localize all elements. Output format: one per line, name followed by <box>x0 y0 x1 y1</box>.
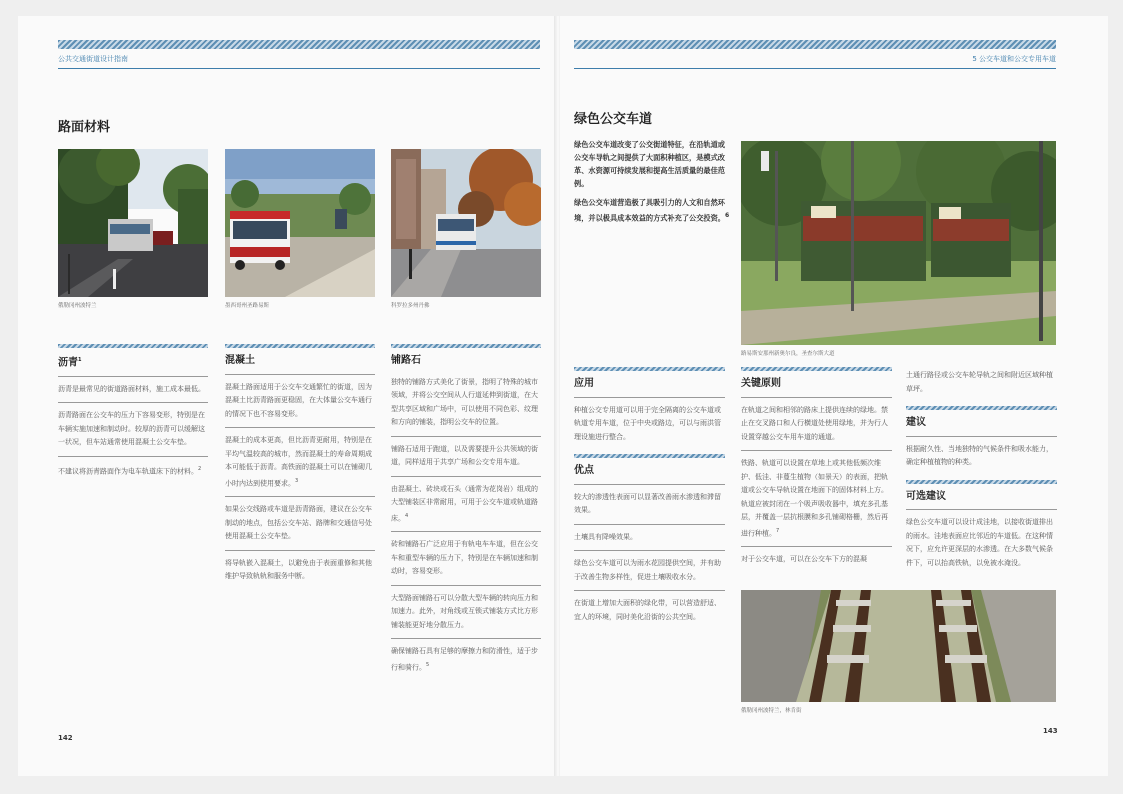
section-heading-concrete: 混凝土 <box>225 355 255 366</box>
photo-caption-bottom: 俄勒冈州波特兰，林肯街 <box>741 708 802 714</box>
intro-paragraph: 绿色公交车道营造极了具吸引力的人文和自然环境，并以极具成本效益的方式补充了公交投资。$^6$ <box>574 198 730 223</box>
running-head-left: 公共交通街道设计指南 <box>58 55 128 63</box>
photo-grass-track <box>741 590 1056 702</box>
section-hatch <box>906 480 1057 484</box>
header-hatch-bar <box>574 40 1056 49</box>
photo-denver-mall <box>391 149 541 297</box>
page-number-right: 143 <box>1043 727 1058 735</box>
section-hatch <box>391 344 541 348</box>
running-head-right: 5 公交车道和公交专用车道 <box>972 55 1056 63</box>
header-rule <box>574 68 1056 69</box>
paragraph: 确保铺路石具有足够的摩擦力和防滑性，适于步行和骑行。$^5$ <box>391 647 538 672</box>
photo-caption-2: 墨西哥州圣路易斯 <box>225 303 270 309</box>
section-hatch <box>574 367 725 371</box>
photo-caption-top: 路易斯安那州新奥尔良，圣查尔斯大道 <box>741 351 835 357</box>
paragraph: 铁路、轨道可以设置在草地上或其他低频次维护、低洼、非蔓生植物（如景天）的表面，把轨道或公交车导轨设置在地面下的固体材料上方。轨道应被封闭在一个吸声吸收器中，填充多孔基层，并覆盖一层抗根膜和多孔铺砌格栅，然后再进行种植。$^7$ <box>741 459 888 537</box>
section-application-benefits <box>574 367 725 626</box>
section-pavers <box>391 344 541 677</box>
paragraph: 在街道上增加大面积的绿化带，可以营造舒适、宜人的环境，同时美化沿街的公共空间。 <box>574 599 721 621</box>
photo-portland-street <box>58 149 208 297</box>
intro-text <box>574 138 732 230</box>
header-hatch-bar <box>58 40 540 49</box>
right-running-header <box>574 40 1056 69</box>
header-rule <box>58 68 540 69</box>
paragraph: 根据耐久性、当地独特的气候条件和吸水能力，确定种植植物的种类。 <box>906 444 1053 466</box>
photo-caption-1: 俄勒冈州波特兰 <box>58 303 97 309</box>
photo-san-luis-bus <box>225 149 375 297</box>
paragraph: 大型路面铺路石可以分散大型车辆的转向压力和加速力。此外，对角线或互锁式铺装方式比方形铺装能更好地分散压力。 <box>391 593 538 629</box>
photo-caption-3: 科罗拉多州丹佛 <box>391 303 430 309</box>
section-heading-pavers: 铺路石 <box>391 355 421 366</box>
paragraph: 种植公交专用道可以用于完全隔离的公交车道或轨道专用车道，位于中央或路边，可以与雨洪管理设施进行整合。 <box>574 405 721 441</box>
paragraph: 混凝土的成本更高，但比沥青更耐用，特别是在平均气温较高的城市，然而混凝土的寿命周期成本可能低于沥青。高铁面的混凝土可以在铺砌几小时内达到使用要求。$^3$ <box>225 436 372 487</box>
right-page <box>560 16 1108 776</box>
section-heading-asphalt: 沥青$^1$ <box>58 357 82 369</box>
photo-streetcars <box>741 141 1056 345</box>
section-heading-benefits: 优点 <box>574 465 594 476</box>
page-title-right: 绿色公交车道 <box>574 112 653 127</box>
paragraph: 在轨道之间和相邻的路床上提供连续的绿地。禁止在交叉路口和人行横道处使用绿地，并为行人设置穿越公交车用车道的通道。 <box>741 405 888 441</box>
paragraph: 不建议将沥青路面作为电车轨道床下的材料。$^2$ <box>58 465 202 476</box>
page-number-left: 142 <box>58 734 73 742</box>
left-running-header <box>58 40 540 69</box>
section-heading-key-principles: 关键原则 <box>741 378 781 389</box>
paragraph: 土通行路径或公交车轮导轨之间和附近区域种植草坪。 <box>906 371 1053 393</box>
paragraph: 由混凝土、砖块或石头（通常为花岗岩）组成的大型铺装区非常耐用，可用于公交车道或轨道路床。$^4$ <box>391 484 538 522</box>
section-hatch <box>58 344 208 348</box>
section-hatch <box>906 406 1057 410</box>
paragraph: 对于公交车道，可以在公交车下方的混凝 <box>741 555 867 564</box>
section-heading-recommendation: 建议 <box>906 417 926 428</box>
paragraph: 沥青是最常见的街道路面材料，施工成本最低。 <box>58 384 205 393</box>
paragraph: 如果公交线路或车道是沥青路面，建议在公交车制动的地点，包括公交车站、路牌和交通信号处使用混凝土公交车垫。 <box>225 505 372 541</box>
section-heading-optional: 可选建议 <box>906 490 946 502</box>
left-page <box>18 16 556 776</box>
paragraph: 绿色公交车道可以设计成洼地，以接收街道排出的雨水。洼地表面应比邻近的车道低。在这种情况下，应允许更深层的水渗透。在大多数气候条件下，可以抬高铁轨，以免被水淹没。 <box>906 518 1053 567</box>
paragraph: 土壤具有降噪效果。 <box>574 532 637 541</box>
paragraph: 混凝土路面适用于公交车交通繁忙的街道，因为混凝土比沥青路面更稳固，在大体量公交车通行的情况下也不容易变形。 <box>225 382 372 418</box>
section-recommendations <box>906 367 1057 572</box>
paragraph: 绿色公交车道可以为雨水花园提供空间，并有助于改善生物多样性，促进土壤吸收水分。 <box>574 559 721 581</box>
intro-paragraph: 绿色公交车道改变了公交街道特征，在沿轨道或公交车导轨之间提供了大面积种植区，是模式改革、水资源可持续发展和提高生活质量的最佳范例。 <box>574 140 725 188</box>
paragraph: 铺路石适用于跑道，以及需要提升公共领域的街道，同样适用于共享广场和公交专用车道。 <box>391 444 538 466</box>
section-hatch <box>574 454 725 458</box>
section-hatch <box>225 344 375 348</box>
paragraph: 较大的渗透性表面可以显著改善雨水渗透和滞留效果。 <box>574 492 721 514</box>
paragraph: 独特的铺路方式美化了街景，指明了特殊的城市领域，并将公交空间从人行道延伸到街道，在大型共享区域和广场中，可以使用不同色彩、纹理和方向的铺装，指明公交车的位置。 <box>391 377 538 426</box>
section-key-principles <box>741 367 892 569</box>
section-concrete <box>225 344 375 586</box>
paragraph: 砖和铺路石广泛应用于有轨电车车道，但在公交车和重型车辆的压力下，特别是在车辆加速和制动时，容易变形。 <box>391 540 538 576</box>
paragraph: 将导轨嵌入混凝土，以避免由于表面重修和其他维护导致轨轨和服务中断。 <box>225 558 372 581</box>
paragraph: 沥青路面在公交车的压力下容易变形，特别是在车辆实施加速和制动时。较厚的沥青可以缓解这一状况，但车站通常使用混凝土公交车垫。 <box>58 411 205 447</box>
section-hatch <box>741 367 892 371</box>
page-title-left: 路面材料 <box>58 120 111 135</box>
section-heading-application: 应用 <box>574 378 594 389</box>
section-asphalt <box>58 344 208 481</box>
